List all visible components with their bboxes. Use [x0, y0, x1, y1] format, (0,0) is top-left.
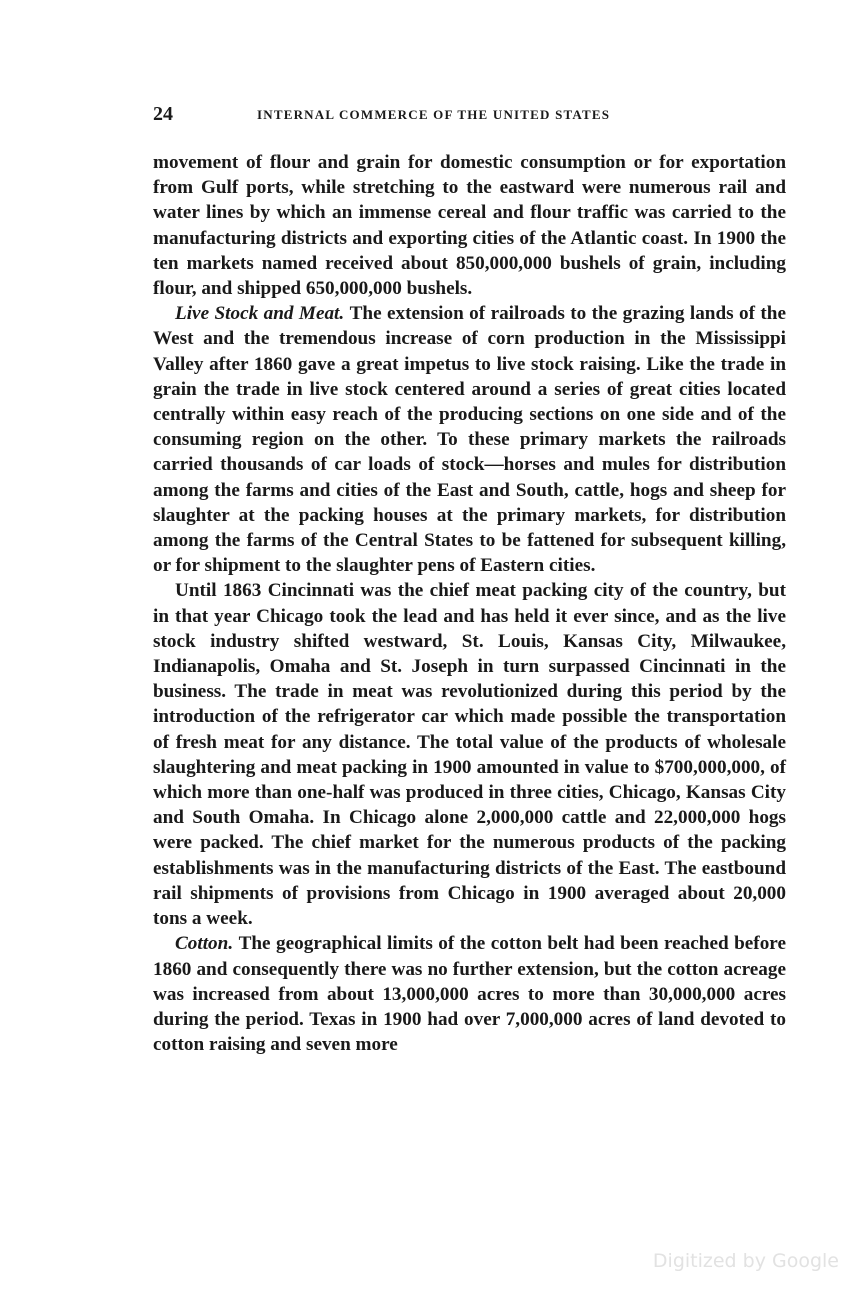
section-heading-live-stock: Live Stock and Meat. [175, 303, 350, 325]
section-heading-cotton: Cotton. [175, 933, 239, 955]
paragraph-text: The geographical limits of the cotton belt had been reached before 1860 and consequently there was no further extension, but the cotton acreage was increased from about 13,000,000 acres to more than 30,000,000 acres during the period. Texas in 1900 had over 7,000,000 acres of land devoted to cotton raising and seven more [153, 933, 786, 1056]
paragraph-grain-continuation [153, 150, 786, 301]
paragraph-text: movement of flour and grain for domestic consumption or for exportation from Gulf ports, while stretching to the eastward were numerous rail and water lines by which an immense cereal and flour traffic was carried to the manufacturing districts and exporting cities of the Atlantic coast. In 1900 the ten markets named received about 850,000,000 bushels of grain, including flour, and shipped 650,000,000 bushels. [153, 152, 786, 300]
paragraph-cotton [153, 931, 786, 1057]
digitization-watermark: Digitized by Google [652, 1250, 839, 1272]
running-head: INTERNAL COMMERCE OF THE UNITED STATES [257, 107, 611, 122]
paragraph-live-stock [153, 301, 786, 578]
page-number: 24 [153, 103, 173, 125]
paragraph-meat-packing [153, 578, 786, 931]
body-text [153, 150, 786, 1057]
page-header [153, 103, 786, 127]
paragraph-text: Until 1863 Cincinnati was the chief meat packing city of the country, but in that year Chicago took the lead and has held it ever since, and as the live stock industry shifted westward, St. Louis, Kansas City, Milwaukee, Indianapolis, Omaha and St. Joseph in turn surpassed Cincinnati in the business. The trade in meat was revolutionized during this period by the introduction of the refrigerator car which made possible the transportation of fresh meat for any distance. The total value of the products of wholesale slaughtering and meat packing in 1900 amounted in value to $700,000,000, of which more than one-half was produced in three cities, Chicago, Kansas City and South Omaha. In Chicago alone 2,000,000 cattle and 22,000,000 hogs were packed. The chief market for the numerous products of the packing establishments was in the manufacturing districts of the East. The eastbound rail shipments of provisions from Chicago in 1900 averaged about 20,000 tons a week. [153, 580, 786, 930]
paragraph-text: The extension of railroads to the grazing lands of the West and the tremendous increase of corn production in the Mississippi Valley after 1860 gave a great impetus to live stock raising. Like the trade in grain the trade in live stock centered around a series of great cities located centrally within easy reach of the producing sections on one side and of the consuming region on the other. To these primary markets the railroads carried thousands of car loads of stock—horses and mules for distribution among the farms and cities of the East and South, cattle, hogs and sheep for slaughter at the packing houses at the primary markets, for distribution among the farms of the Central States to be fattened for subsequent killing, or for shipment to the slaughter pens of Eastern cities. [153, 303, 786, 577]
